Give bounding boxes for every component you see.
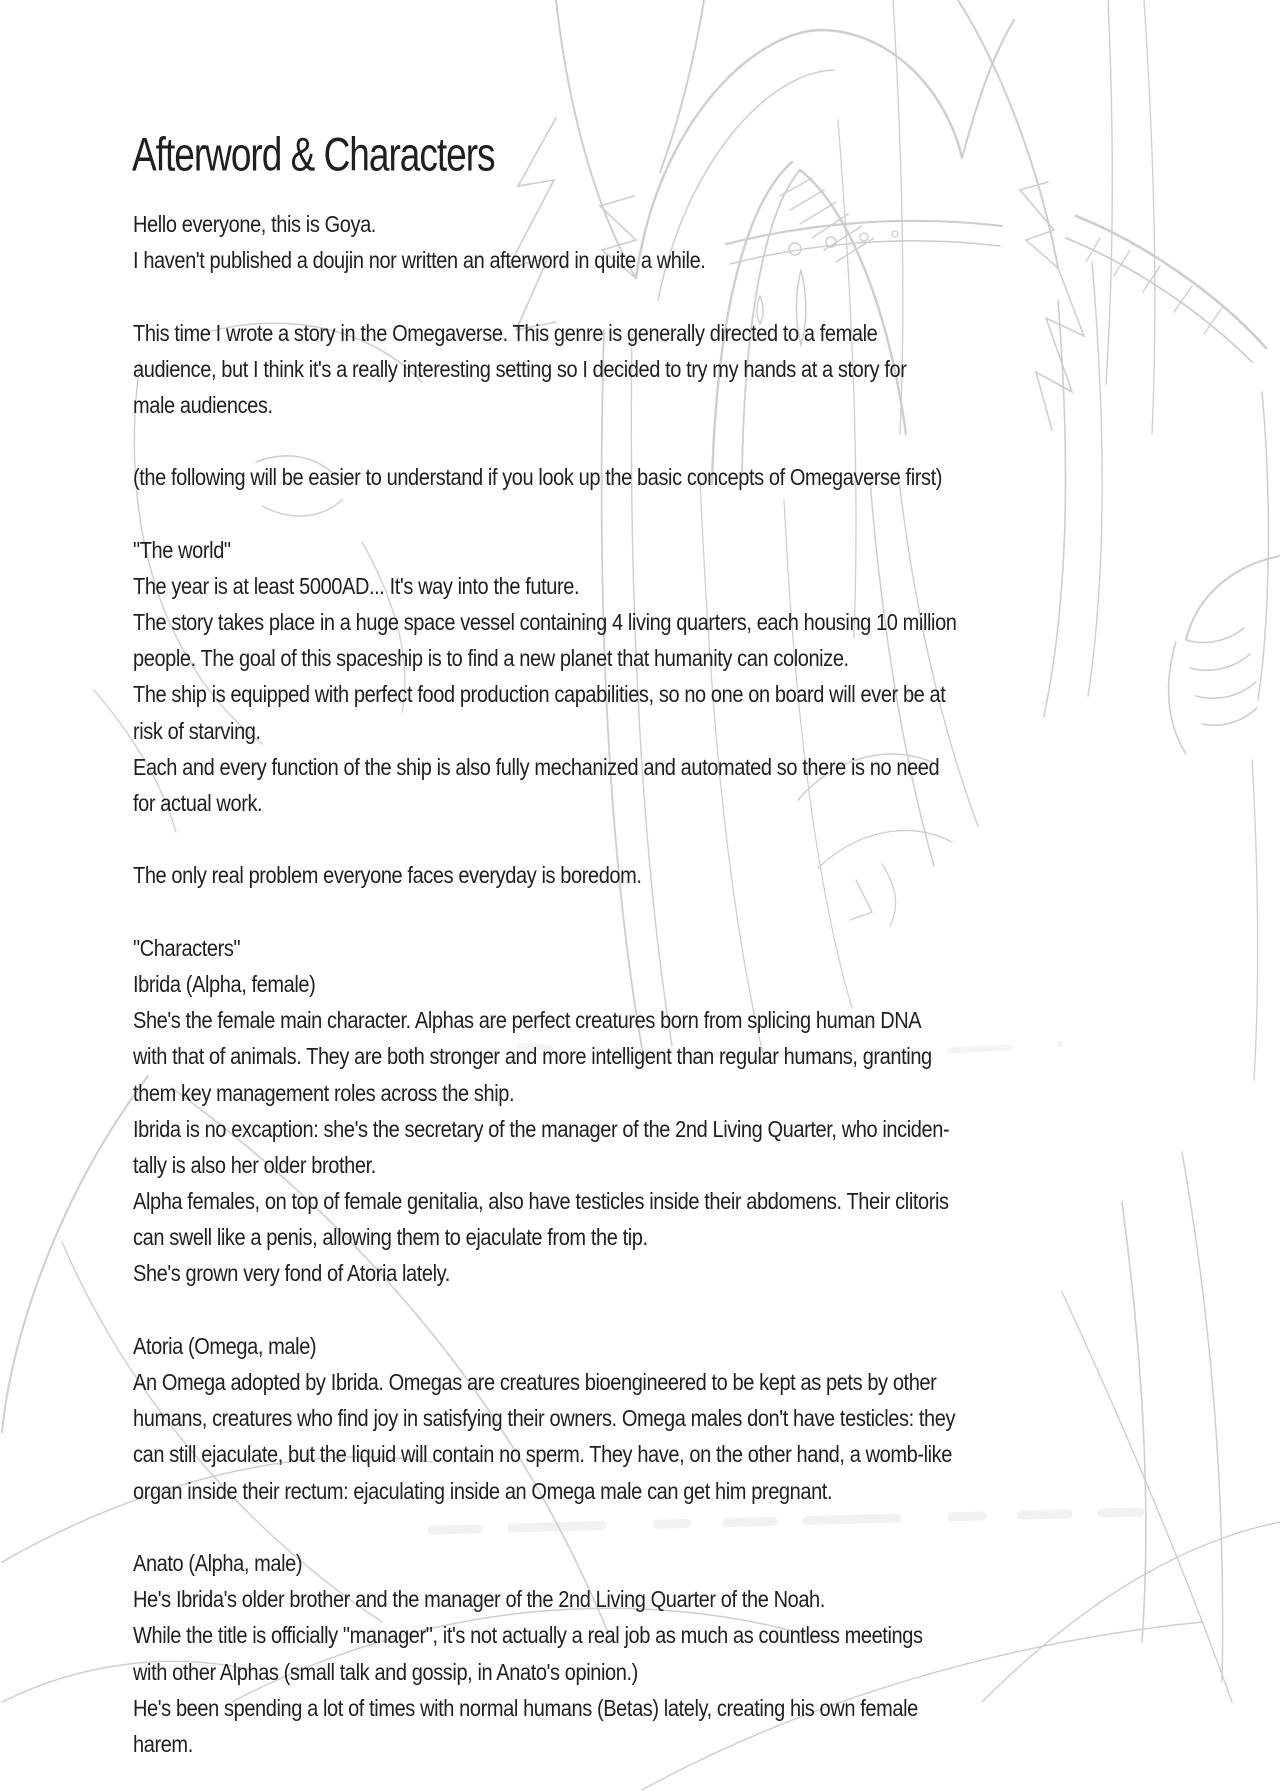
text-line: people. The goal of this spaceship is to find a new planet that humanity can colonize. <box>133 646 849 672</box>
text-line: Ibrida is no excaption: she's the secretary of the manager of the 2nd Living Quarter, who inciden- <box>133 1116 950 1143</box>
afterword-text <box>133 207 1133 1763</box>
page-title: Afterword & Characters <box>132 128 495 181</box>
text-line: "Characters" <box>133 935 241 962</box>
text-line: them key management roles across the ship. <box>133 1080 515 1107</box>
text-line: He's Ibrida's older brother and the manager of the 2nd Living Quarter of the Noah. <box>133 1587 825 1613</box>
text-line: for actual work. <box>133 791 263 817</box>
text-line: I haven't published a doujin nor written an afterword in quite a while. <box>133 248 706 274</box>
text-line: The story takes place in a huge space vessel containing 4 living quarters, each housing 10 million <box>133 610 957 636</box>
text-line: tally is also her older brother. <box>133 1153 376 1179</box>
text-line: The year is at least 5000AD... It's way into the future. <box>133 574 580 600</box>
text-line: male audiences. <box>133 393 273 419</box>
text-line: with that of animals. They are both stronger and more intelligent than regular humans, granting <box>133 1044 932 1071</box>
text-line: The ship is equipped with perfect food production capabilities, so no one on board will ever be at <box>133 682 946 709</box>
text-line: "The world" <box>133 537 231 564</box>
text-line: She's grown very fond of Atoria lately. <box>133 1261 450 1288</box>
text-line: While the title is officially "manager", it's not actually a real job as much as countless meetings <box>133 1623 923 1650</box>
text-line: harem. <box>133 1732 193 1758</box>
text-line: risk of starving. <box>133 718 261 745</box>
text-line: with other Alphas (small talk and gossip, in Anato's opinion.) <box>133 1659 638 1686</box>
text-line: Anato (Alpha, male) <box>133 1551 303 1577</box>
text-line: He's been spending a lot of times with normal humans (Betas) lately, creating his own female <box>133 1695 918 1722</box>
text-line: Hello everyone, this is Goya. <box>133 212 376 238</box>
text-line: She's the female main character. Alphas are perfect creatures born from splicing human DNA <box>133 1008 922 1034</box>
text-line: organ inside their rectum: ejaculating inside an Omega male can get him pregnant. <box>133 1478 833 1505</box>
text-line: This time I wrote a story in the Omegaverse. This genre is generally directed to a female <box>133 320 878 347</box>
text-line: audience, but I think it's a really interesting setting so I decided to try my hands at a story for <box>133 356 907 383</box>
text-line: The only real problem everyone faces everyday is boredom. <box>133 863 642 890</box>
text-line: Each and every function of the ship is also fully mechanized and automated so there is no need <box>133 755 940 781</box>
text-line: An Omega adopted by Ibrida. Omegas are creatures bioengineered to be kept as pets by other <box>133 1370 937 1396</box>
text-line: can swell like a penis, allowing them to ejaculate from the tip. <box>133 1225 648 1251</box>
text-line: (the following will be easier to understand if you look up the basic concepts of Omegaverse first) <box>133 465 943 492</box>
text-line: can still ejaculate, but the liquid will contain no sperm. They have, on the other hand, a womb-like <box>133 1442 953 1469</box>
text-line: Alpha females, on top of female genitalia, also have testicles inside their abdomens. Their clitoris <box>133 1189 949 1215</box>
text-line: Ibrida (Alpha, female) <box>133 972 316 998</box>
text-line: humans, creatures who find joy in satisfying their owners. Omega males don't have testicles: they <box>133 1406 956 1432</box>
text-line: Atoria (Omega, male) <box>133 1334 317 1360</box>
